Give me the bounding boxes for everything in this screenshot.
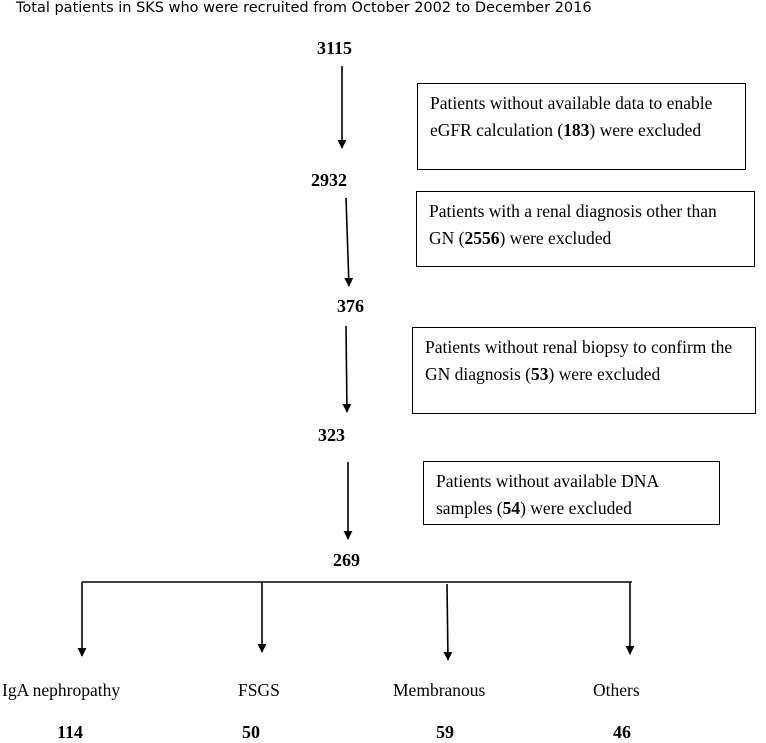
group-count-others: 46 xyxy=(613,722,631,742)
group-label-others: Others xyxy=(593,680,640,700)
count-376: 376 xyxy=(337,296,364,316)
group-label-fsgs: FSGS xyxy=(238,680,280,700)
exclusion-box-egfr: Patients without available data to enable eGFR calculation (183) were excluded xyxy=(417,83,746,170)
count-3115: 3115 xyxy=(317,38,353,58)
group-count-fsgs: 50 xyxy=(242,722,260,742)
branch-arrow-membranous xyxy=(447,584,448,660)
group-count-iga: 114 xyxy=(57,722,84,742)
arrow-2 xyxy=(346,198,349,286)
arrow-3 xyxy=(346,326,347,412)
count-323: 323 xyxy=(318,425,345,445)
count-2932: 2932 xyxy=(311,170,347,190)
group-label-iga: IgA nephropathy xyxy=(2,680,121,700)
exclusion-box-non-gn: Patients with a renal diagnosis other than GN (2556) were excluded xyxy=(416,191,755,267)
exclusion-box-no-biopsy: Patients without renal biopsy to confirm the GN diagnosis (53) were excluded xyxy=(412,327,756,414)
count-269: 269 xyxy=(333,550,360,570)
diagram-title: Total patients in SKS who were recruited from October 2002 to December 2016 xyxy=(16,0,592,16)
group-label-membranous: Membranous xyxy=(393,680,486,700)
group-count-membranous: 59 xyxy=(436,722,454,742)
exclusion-box-no-dna: Patients without available DNA samples (54) were excluded xyxy=(423,461,720,525)
